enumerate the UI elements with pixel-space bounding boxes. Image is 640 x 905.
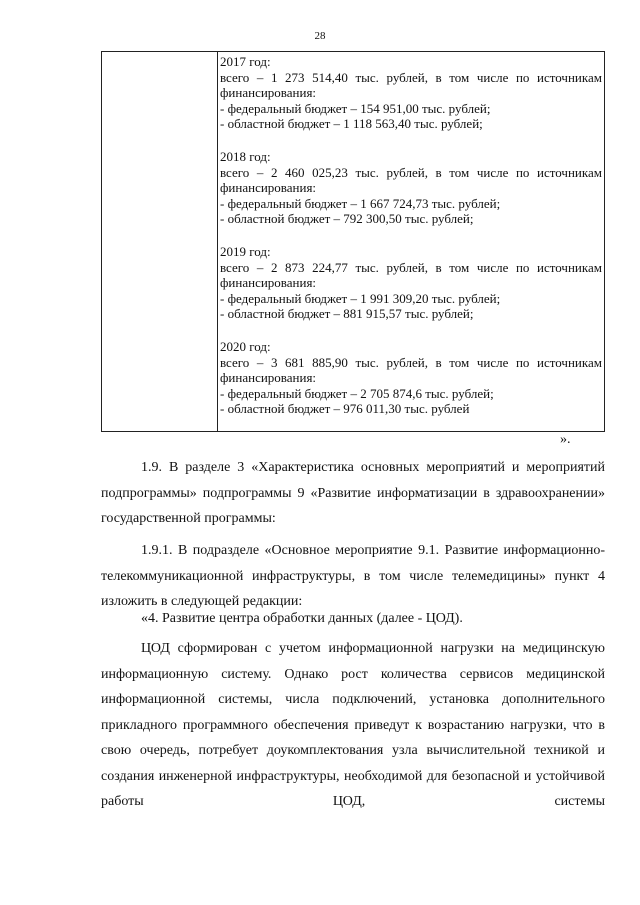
total-line: всего – 2 873 224,77 тыс. рублей, в том числе по источникам <box>220 259 602 275</box>
sources-label: финансирования: <box>220 275 317 291</box>
item-4-heading-paragraph <box>101 606 605 632</box>
year-block-2019 <box>220 244 602 322</box>
paragraph-text: «4. Развитие центра обработки данных (далее - ЦОД). <box>141 611 463 626</box>
paragraph-text: 1.9. В разделе 3 «Характеристика основных мероприятий и мероприятий подпрограммы» подпрограммы 9 «Развитие информатизации в здравоохранении» государственной программы: <box>101 460 605 526</box>
funding-table <box>101 51 605 432</box>
federal-budget-line: - федеральный бюджет – 154 951,00 тыс. рублей; <box>220 100 491 116</box>
year-heading: 2018 год: <box>220 148 271 164</box>
sources-label: финансирования: <box>220 370 317 386</box>
sources-label: финансирования: <box>220 180 317 196</box>
sources-label: финансирования: <box>220 85 317 101</box>
total-line: всего – 3 681 885,90 тыс. рублей, в том числе по источникам <box>220 354 602 370</box>
table-left-cell <box>102 52 218 431</box>
regional-budget-line: - областной бюджет – 792 300,50 тыс. рублей; <box>220 211 474 227</box>
table-right-cell <box>219 52 604 431</box>
paragraph-text: 1.9.1. В подразделе «Основное мероприятие 9.1. Развитие информационно-телекоммуникационной инфраструктуры, в том числе телемедицины» пункт 4 изложить в следующей редакции: <box>101 543 605 609</box>
year-block-2017 <box>220 54 602 132</box>
data-center-paragraph <box>101 636 605 815</box>
year-heading: 2020 год: <box>220 338 271 354</box>
regional-budget-line: - областной бюджет – 1 118 563,40 тыс. рублей; <box>220 116 483 132</box>
federal-budget-line: - федеральный бюджет – 2 705 874,6 тыс. рублей; <box>220 385 494 401</box>
total-line: всего – 2 460 025,23 тыс. рублей, в том числе по источникам <box>220 164 602 180</box>
year-block-2018 <box>220 149 602 227</box>
regional-budget-line: - областной бюджет – 976 011,30 тыс. рублей <box>220 401 470 417</box>
year-block-2020 <box>220 339 602 417</box>
regional-budget-line: - областной бюджет – 881 915,57 тыс. рублей; <box>220 306 474 322</box>
federal-budget-line: - федеральный бюджет – 1 991 309,20 тыс. рублей; <box>220 290 501 306</box>
total-line: всего – 1 273 514,40 тыс. рублей, в том числе по источникам <box>220 69 602 85</box>
page-number: 28 <box>314 30 326 42</box>
section-1-9-paragraph <box>101 455 605 532</box>
year-heading: 2019 год: <box>220 243 271 259</box>
closing-quote: ». <box>560 432 571 447</box>
section-1-9-1-paragraph <box>101 538 605 615</box>
paragraph-text: ЦОД сформирован с учетом информационной нагрузки на медицинскую информационную систему. Однако рост количества сервисов медицинской информационной системы, числа подключений, установка дополнительного прикладного программного обеспечения приведут к возрастанию нагрузки, что в свою очередь, потребует доукомплектования узла вычислительной техникой и создания инженерной инфраструктуры, необходимой для безопасной и устойчивой работы ЦОД, системы <box>101 641 605 809</box>
year-heading: 2017 год: <box>220 54 271 69</box>
federal-budget-line: - федеральный бюджет – 1 667 724,73 тыс. рублей; <box>220 195 501 211</box>
